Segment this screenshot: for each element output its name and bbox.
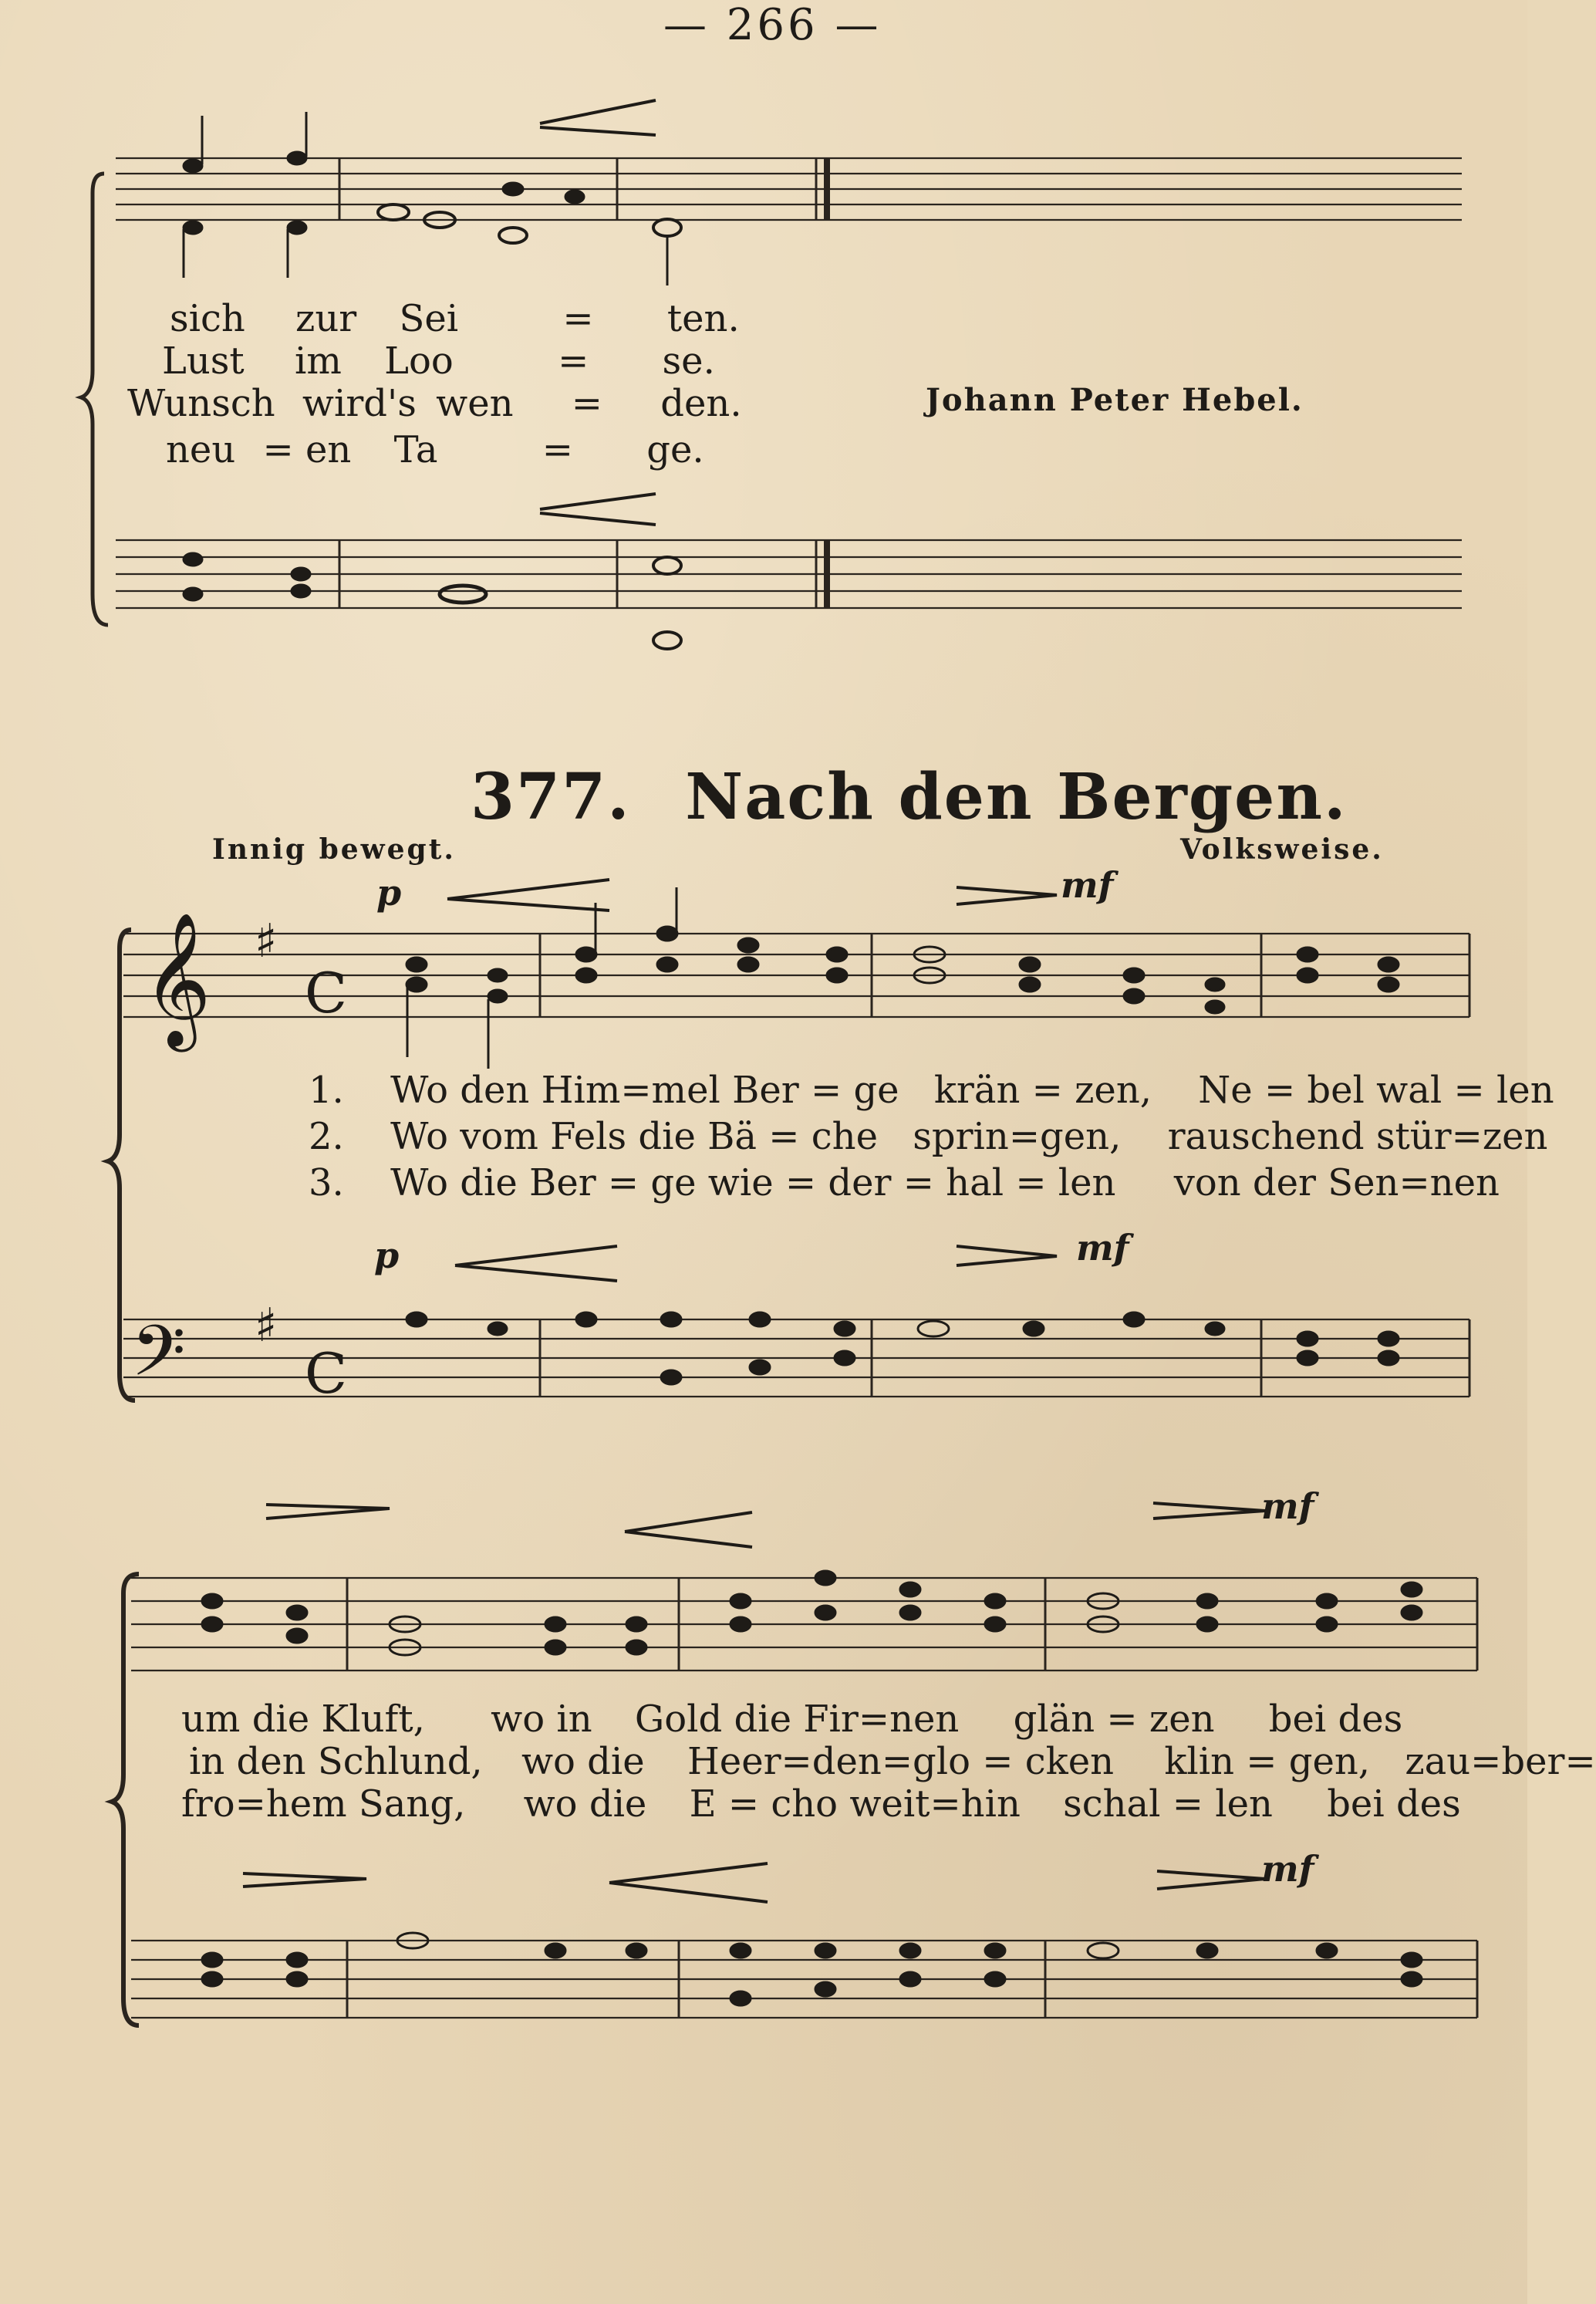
svg-text:♯: ♯ [255,1299,278,1353]
prev-syl: den. [660,382,742,425]
prev-syl: sich [170,297,245,340]
lyric-segment: um die Kluft, [181,1698,425,1741]
lyric-segment: Wo den Him=mel Ber = ge [390,1069,899,1112]
hymn-number: 377. [471,760,631,834]
lyric-segment: fro=hem Sang, [181,1782,466,1826]
svg-text:𝄢: 𝄢 [131,1310,186,1409]
prev-syl: se. [662,340,715,383]
lyric-segment: zau=ber= [1405,1740,1596,1783]
prev-syl: = [542,428,573,471]
lyric-segment: wo die [521,1740,645,1783]
lyric-segment: bei des [1268,1698,1403,1741]
prev-lyric-line-1 [170,297,740,340]
lyric-segment: in den Schlund, [189,1740,483,1783]
dynamic-p: p [376,872,402,914]
hymn-title [471,760,1348,834]
staff-system2-treble [131,1578,1477,1671]
prev-syl: ten. [666,297,740,340]
dynamic-mf: mf [1061,864,1114,906]
prev-syl: Loo [384,340,454,383]
prev-syl: wen [436,382,514,425]
verse-number: 3. [309,1161,344,1204]
dynamic-mf: mf [1261,1485,1314,1527]
author-credit: Johann Peter Hebel. [926,382,1304,418]
tempo-marking: Innig bewegt. [212,833,456,866]
lyric-segment: bei des [1327,1782,1461,1826]
prev-lyric-line-3 [127,382,742,425]
verse-number: 2. [309,1115,344,1158]
svg-text:𝄞: 𝄞 [143,912,211,1046]
prev-lyric-line-2 [162,340,715,383]
svg-text:C: C [305,961,348,1025]
prev-syl: im [294,340,342,383]
lyric-segment: rauschend stür=zen [1167,1115,1548,1158]
lyric-segment: E = cho weit=hin [689,1782,1021,1826]
prev-syl: wird's [302,382,417,425]
lyric-segment: sprin=gen, [913,1115,1122,1158]
lyric-segment: wo in [491,1698,592,1741]
lyric-segment: Wo vom Fels die Bä = che [390,1115,878,1158]
staff-prev-lower [116,540,1462,608]
system2-line-2 [189,1740,1596,1783]
svg-text:C: C [305,1341,348,1406]
staff-system2-bass [131,1941,1477,2018]
prev-syl: Sei [399,297,459,340]
system2-line-3 [181,1782,1461,1826]
dynamic-mf: mf [1261,1848,1314,1890]
prev-lyric-line-4 [166,428,704,471]
prev-syl: = [558,340,589,383]
prev-syl: Ta [393,428,438,471]
verse-number: 1. [309,1069,344,1112]
verse-line-2 [309,1115,1547,1158]
hymn-title-text: Nach den Bergen. [685,760,1348,834]
lyric-segment: Heer=den=glo = cken [687,1740,1115,1783]
verse-line-1 [309,1069,1554,1112]
lyric-segment: Gold die Fir=nen [634,1698,960,1741]
lyric-segment: Wo die Ber = ge wie = der = hal = len [390,1161,1116,1204]
prev-syl: = [562,297,594,340]
lyric-segment: Ne = bel wal = len [1198,1069,1554,1112]
verse-line-3 [309,1161,1500,1204]
lyric-segment: von der Sen=nen [1173,1161,1500,1204]
system2-line-1 [181,1698,1402,1741]
lyric-segment: klin = gen, [1164,1740,1371,1783]
prev-syl: = en [262,428,352,471]
prev-syl: neu [166,428,236,471]
dynamic-p: p [374,1235,400,1276]
lyric-segment: schal = len [1063,1782,1273,1826]
page-number: — 266 — [663,0,882,50]
svg-text:♯: ♯ [255,914,278,968]
lyric-segment: krän = zen, [933,1069,1152,1112]
tune-credit: Volksweise. [1180,833,1384,866]
prev-syl: = [571,382,603,425]
dynamic-mf: mf [1076,1227,1129,1269]
prev-syl: Wunsch [127,382,275,425]
staff-prev-upper [116,158,1462,220]
prev-syl: zur [295,297,357,340]
prev-syl: ge. [646,428,704,471]
prev-syl: Lust [162,340,245,383]
lyric-segment: glän = zen [1013,1698,1215,1741]
lyric-segment: wo die [523,1782,647,1826]
